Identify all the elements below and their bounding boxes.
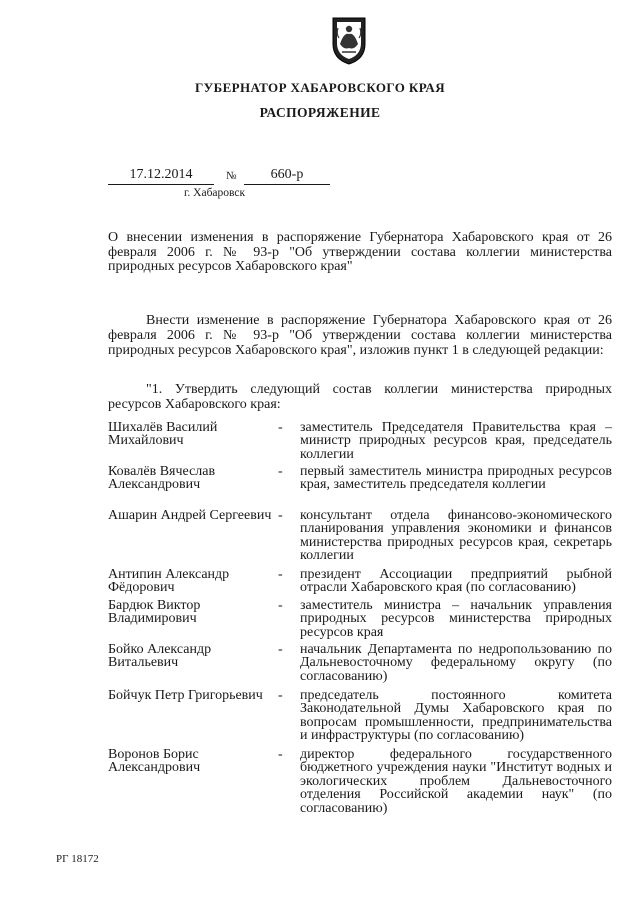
member-dash: - [278, 420, 283, 435]
item-paragraph: "1. Утвердить следующий состав коллегии министерства природных ресурсов Хабаровского края: [108, 382, 612, 412]
authority-heading: ГУБЕРНАТОР ХАБАРОВСКОГО КРАЯ [194, 80, 445, 95]
member-dash: - [278, 508, 283, 523]
body-paragraph [108, 313, 612, 358]
member-name: Ковалёв Вячеслав Александрович [108, 464, 216, 493]
member-row [108, 421, 612, 465]
member-row [108, 643, 612, 689]
member-role: первый заместитель министра природных ресурсов края, заместитель председателя коллегии [300, 464, 612, 493]
document-subject: О внесении изменения в распоряжение Губернатора Хабаровского края от 26 февраля 2006 г. № 93-р "Об утверждении состава коллегии министерства природных ресурсов Хабаровского края" [108, 230, 612, 275]
registration-code: РГ 18172 [56, 853, 99, 865]
member-dash: - [278, 464, 283, 479]
member-row [108, 568, 612, 599]
member-role: заместитель Председателя Правительства края – министр природных ресурсов края, председатель коллегии [300, 420, 612, 462]
body-paragraph-text: Внести изменение в распоряжение Губернатора Хабаровского края от 26 февраля 2006 г. № 93-р "Об утверждении состава коллегии министерства природных ресурсов Хабаровского края", изложив пункт 1 в следующей редакции: [108, 313, 612, 358]
members-list [108, 421, 612, 818]
number-sign: № [226, 170, 237, 182]
member-dash: - [278, 747, 283, 762]
member-role: председатель постоянного комитета Законодательной Думы Хабаровского края по вопросам промышленности, предпринимательства и инфраструктуры (по согласованию) [300, 688, 612, 744]
document-city: г. Хабаровск [184, 187, 246, 199]
member-name: Антипин Александр Фёдорович [108, 567, 230, 596]
member-name: Воронов Борис Александрович [108, 747, 201, 776]
member-row [108, 465, 612, 509]
member-dash: - [278, 688, 283, 703]
member-dash: - [278, 642, 283, 657]
member-role: директор федерального государственного бюджетного учреждения науки "Институт водных и экологических проблем Дальневосточного отделения Российской академии наук" (по согласованию) [300, 747, 612, 816]
document-number: 660-р [244, 166, 330, 185]
member-row [108, 748, 612, 818]
member-row [108, 689, 612, 748]
member-row [108, 599, 612, 643]
member-name: Бардюк Виктор Владимирович [108, 598, 201, 627]
member-name: Ашарин Андрей Сергеевич [108, 508, 272, 523]
member-role: заместитель министра – начальник управления природных ресурсов министерства природных ресурсов края [300, 598, 612, 640]
document-details [108, 166, 330, 186]
member-role: консультант отдела финансово-экономического планирования управления экономики и финансов министерства природных ресурсов края, секретарь коллегии [300, 508, 612, 564]
coat-of-arms-icon [330, 14, 368, 66]
document-date: 17.12.2014 [108, 166, 214, 185]
member-row [108, 509, 612, 568]
document-type-heading: РАСПОРЯЖЕНИЕ [259, 105, 381, 120]
member-role: начальник Департамента по недропользованию по Дальневосточному федеральному округу (по согласованию) [300, 642, 612, 684]
member-name: Бойчук Петр Григорьевич [108, 688, 263, 703]
member-dash: - [278, 567, 283, 582]
member-name: Бойко Александр Витальевич [108, 642, 212, 671]
member-name: Шихалёв Василий Михайлович [108, 420, 218, 449]
member-role: президент Ассоциации предприятий рыбной отрасли Хабаровского края (по согласованию) [300, 567, 612, 596]
member-dash: - [278, 598, 283, 613]
